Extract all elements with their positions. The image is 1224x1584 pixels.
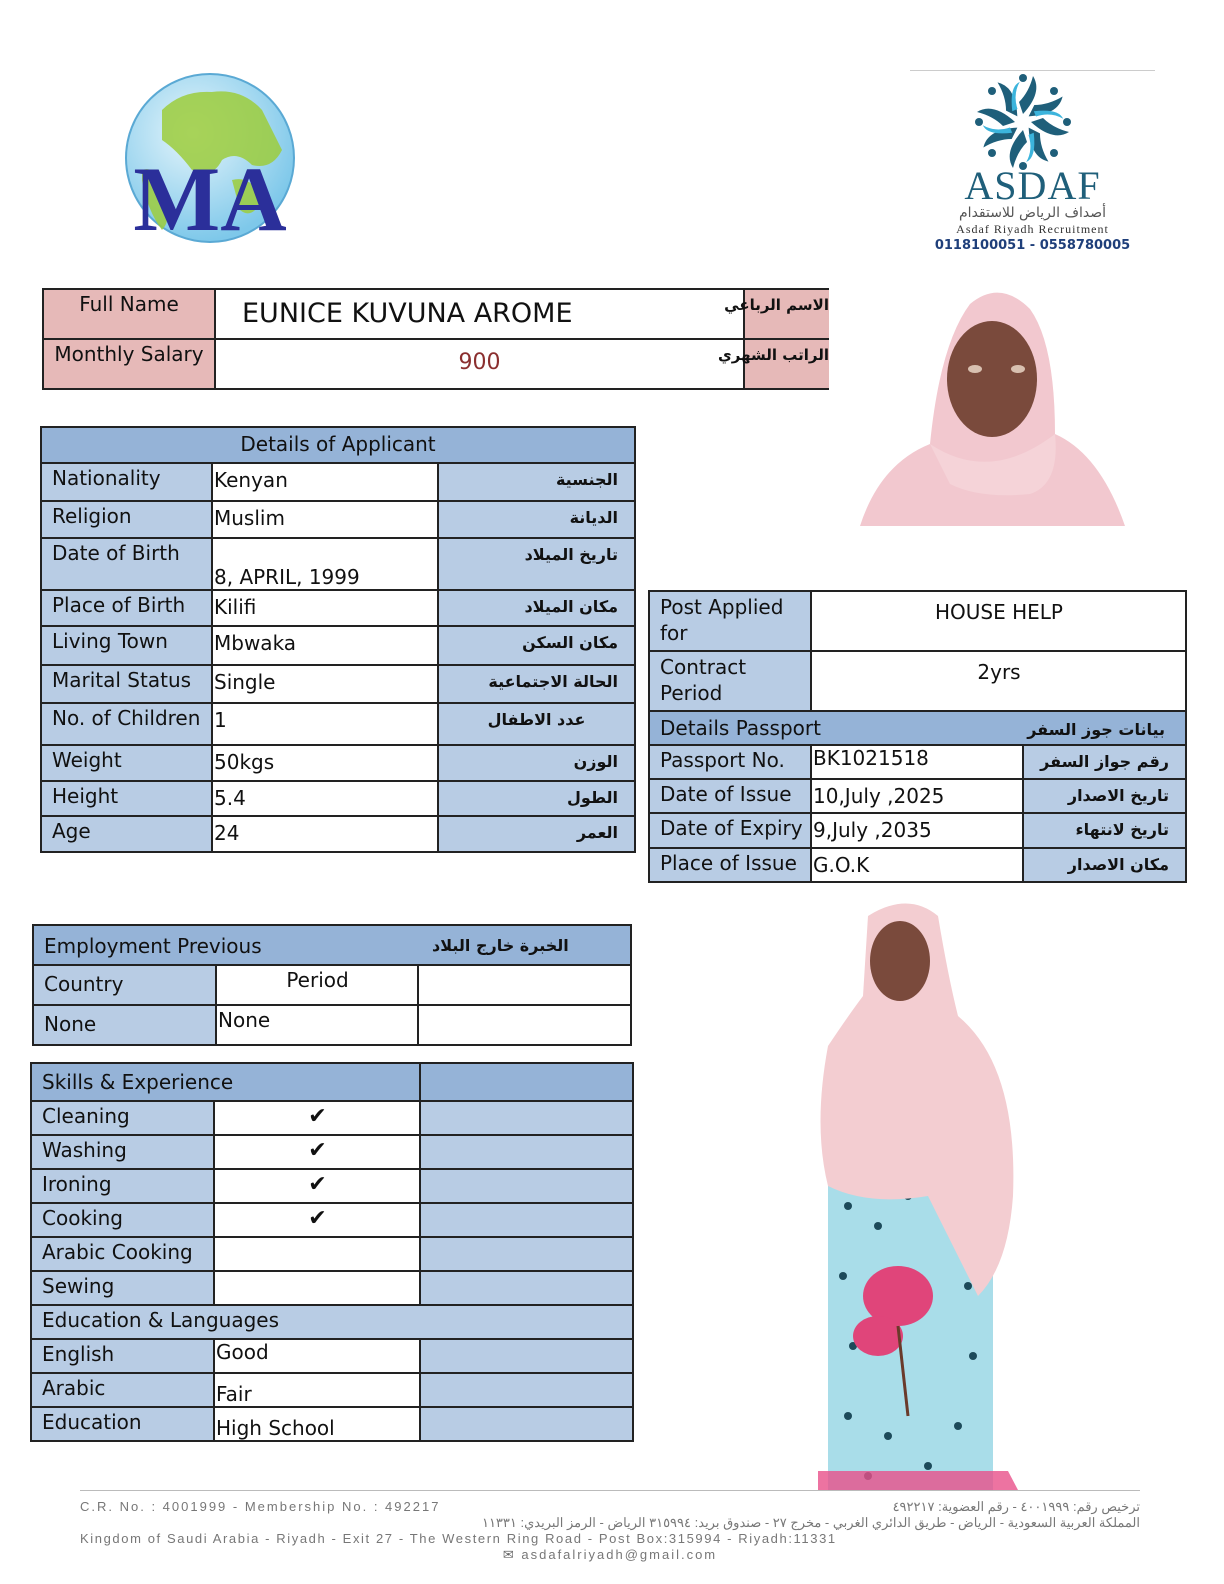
- religion-label: Religion: [41, 501, 212, 538]
- issue-date-arabic: تاريخ الاصدار: [1023, 779, 1186, 813]
- table-row: [649, 813, 1186, 848]
- skill-row: [31, 1169, 633, 1203]
- skill-blank-cell: [420, 1237, 633, 1271]
- expiry-date-arabic: تاريخ لانتهاء: [1023, 813, 1186, 848]
- religion-value: Muslim: [212, 501, 438, 538]
- salary-value: 900: [215, 339, 744, 389]
- employment-title: Employment Previous: [44, 934, 262, 958]
- employment-period: None: [216, 1005, 418, 1045]
- skill-check-icon: [214, 1237, 420, 1271]
- table-row: [41, 626, 635, 665]
- full-name-value: EUNICE KUVUNA AROME: [215, 289, 744, 339]
- table-row: [649, 779, 1186, 813]
- education-value: Fair: [214, 1373, 420, 1407]
- marital-status-label: Marital Status: [41, 665, 212, 703]
- age-label: Age: [41, 816, 212, 852]
- post-value: HOUSE HELP: [811, 591, 1186, 651]
- employment-blank-cell: [418, 1005, 631, 1045]
- table-row: [41, 816, 635, 852]
- issue-date-label: Date of Issue: [649, 779, 811, 813]
- marital-status-arabic: الحالة الاجتماعية: [438, 665, 635, 703]
- table-row: [41, 538, 635, 590]
- living-town-arabic: مكان السكن: [438, 626, 635, 665]
- employment-blank-cell: [418, 965, 631, 1005]
- asdaf-logo: [910, 70, 1155, 260]
- passport-header-row: [649, 711, 1186, 745]
- living-town-label: Living Town: [41, 626, 212, 665]
- applicant-details-title: Details of Applicant: [41, 427, 635, 463]
- table-row: [41, 665, 635, 703]
- skill-blank-cell: [420, 1101, 633, 1135]
- skill-check-icon: ✔: [214, 1203, 420, 1237]
- table-row: [41, 463, 635, 501]
- skill-check-icon: [214, 1271, 420, 1305]
- table-row: [33, 1005, 631, 1045]
- asdaf-swirl-icon: [960, 72, 1086, 172]
- education-blank-cell: [420, 1339, 633, 1373]
- table-row: [649, 745, 1186, 779]
- education-row: [31, 1339, 633, 1373]
- age-arabic: العمر: [438, 816, 635, 852]
- place-of-birth-arabic: مكان الميلاد: [438, 590, 635, 626]
- portrait-image: [860, 284, 1125, 526]
- logo-letters: MA: [133, 148, 287, 250]
- agency-logo-left: [122, 70, 298, 262]
- skill-label: Cooking: [31, 1203, 214, 1237]
- salary-row: [43, 339, 829, 389]
- full-name-arabic: الاسم الرباعي: [744, 289, 829, 339]
- footer-email-row: [80, 1547, 1140, 1563]
- full-name-label: Full Name: [43, 289, 215, 339]
- employment-header-row: [33, 925, 631, 965]
- skills-header-blank: [420, 1063, 633, 1101]
- employment-header: [33, 925, 631, 965]
- height-label: Height: [41, 781, 212, 816]
- expiry-date-value: 9,July ,2035: [811, 813, 1023, 848]
- dob-value: 8, APRIL, 1999: [212, 538, 438, 590]
- skills-table: [30, 1062, 634, 1442]
- skill-row: [31, 1101, 633, 1135]
- skill-row: [31, 1271, 633, 1305]
- passport-header: [649, 711, 1186, 745]
- height-value: 5.4: [212, 781, 438, 816]
- education-blank-cell: [420, 1407, 633, 1441]
- table-row: [41, 703, 635, 745]
- footer-cr-number-arabic: ترخيص رقم: ٤٠٠١٩٩٩ - رقم العضوية: ٤٩٢٢١٧: [892, 1499, 1140, 1514]
- table-row: [649, 848, 1186, 882]
- logo-rule: [910, 70, 1155, 71]
- employment-columns-row: [33, 965, 631, 1005]
- contract-value: 2yrs: [811, 651, 1186, 711]
- weight-value: 50kgs: [212, 745, 438, 781]
- nationality-value: Kenyan: [212, 463, 438, 501]
- table-row: [41, 745, 635, 781]
- contract-row: [649, 651, 1186, 711]
- footer-cr-number: C.R. No. : 4001999 - Membership No. : 492217: [80, 1499, 441, 1514]
- salary-arabic: الراتب الشهري: [744, 339, 829, 389]
- employment-country: None: [33, 1005, 216, 1045]
- skill-row: [31, 1203, 633, 1237]
- asdaf-phones: 0118100051 - 0558780005: [934, 238, 1131, 253]
- post-label: Post Applied for: [649, 591, 811, 651]
- nationality-label: Nationality: [41, 463, 212, 501]
- table-row: [41, 590, 635, 626]
- table-row: [41, 501, 635, 538]
- applicant-full-photo: [808, 896, 1028, 1490]
- asdaf-english-name: Asdaf Riyadh Recruitment: [956, 222, 1109, 236]
- education-label: Education: [31, 1407, 214, 1441]
- children-label: No. of Children: [41, 703, 212, 745]
- passport-title-arabic: بيانات جوز السفر: [1027, 720, 1165, 739]
- salary-label: Monthly Salary: [43, 339, 215, 389]
- skills-title: Skills & Experience: [31, 1063, 420, 1101]
- weight-label: Weight: [41, 745, 212, 781]
- footer-rule: [80, 1490, 1140, 1491]
- dob-arabic: تاريخ الميلاد: [438, 538, 635, 590]
- asdaf-brand: ASDAF: [964, 163, 1101, 208]
- living-town-value: Mbwaka: [212, 626, 438, 665]
- place-of-issue-label: Place of Issue: [649, 848, 811, 882]
- education-title: Education & Languages: [31, 1305, 633, 1339]
- marital-status-value: Single: [212, 665, 438, 703]
- post-passport-table: [648, 590, 1187, 883]
- full-body-image: [808, 896, 1028, 1490]
- place-of-birth-value: Kilifi: [212, 590, 438, 626]
- place-of-birth-label: Place of Birth: [41, 590, 212, 626]
- place-of-issue-arabic: مكان الاصدار: [1023, 848, 1186, 882]
- skill-blank-cell: [420, 1169, 633, 1203]
- asdaf-arabic-name: أصداف الرياض للاستقدام: [959, 205, 1106, 221]
- children-arabic: عدد الاطفال: [438, 703, 635, 745]
- skill-label: Ironing: [31, 1169, 214, 1203]
- summary-table: [42, 288, 829, 390]
- passport-no-arabic: رقم جواز السفر: [1023, 745, 1186, 779]
- education-header-row: [31, 1305, 633, 1339]
- applicant-portrait-photo: [860, 284, 1125, 526]
- education-row: [31, 1373, 633, 1407]
- passport-no-label: Passport No.: [649, 745, 811, 779]
- table-row: [41, 781, 635, 816]
- applicant-details-table: [40, 426, 636, 853]
- full-name-row: [43, 289, 829, 339]
- dob-label: Date of Birth: [41, 538, 212, 590]
- skill-row: [31, 1237, 633, 1271]
- skill-blank-cell: [420, 1271, 633, 1305]
- passport-title: Details Passport: [660, 716, 821, 740]
- globe-icon: [122, 70, 298, 262]
- footer: [80, 1490, 1140, 1563]
- period-column-header: Period: [216, 965, 418, 1005]
- skill-label: Arabic Cooking: [31, 1237, 214, 1271]
- issue-date-value: 10,July ,2025: [811, 779, 1023, 813]
- education-blank-cell: [420, 1373, 633, 1407]
- skill-row: [31, 1135, 633, 1169]
- skill-label: Cleaning: [31, 1101, 214, 1135]
- skills-header-row: [31, 1063, 633, 1101]
- education-label: Arabic: [31, 1373, 214, 1407]
- weight-arabic: الوزن: [438, 745, 635, 781]
- education-label: English: [31, 1339, 214, 1373]
- envelope-icon: ✉: [502, 1547, 516, 1562]
- skill-label: Sewing: [31, 1271, 214, 1305]
- contract-label: Contract Period: [649, 651, 811, 711]
- skill-blank-cell: [420, 1135, 633, 1169]
- education-value: Good: [214, 1339, 420, 1373]
- skill-check-icon: ✔: [214, 1169, 420, 1203]
- skill-label: Washing: [31, 1135, 214, 1169]
- height-arabic: الطول: [438, 781, 635, 816]
- children-value: 1: [212, 703, 438, 745]
- expiry-date-label: Date of Expiry: [649, 813, 811, 848]
- religion-arabic: الديانة: [438, 501, 635, 538]
- country-column-header: Country: [33, 965, 216, 1005]
- footer-address-english: Kingdom of Saudi Arabia - Riyadh - Exit 27 - The Western Ring Road - Post Box:315994 - Riyadh:11331: [80, 1531, 837, 1546]
- place-of-issue-value: G.O.K: [811, 848, 1023, 882]
- footer-address-arabic: المملكة العربية السعودية - الرياض - طريق الدائري الغربي - مخرج ٢٧ - صندوق بريد: ٣١٥٩٩٤ الرياض - الرمز البريدي: ١١٣٣١: [481, 1515, 1140, 1530]
- footer-email[interactable]: asdafalriyadh@gmail.com: [521, 1547, 718, 1562]
- skill-check-icon: ✔: [214, 1101, 420, 1135]
- education-value: High School: [214, 1407, 420, 1441]
- passport-no-value: BK1021518: [811, 745, 1023, 779]
- education-row: [31, 1407, 633, 1441]
- skill-check-icon: ✔: [214, 1135, 420, 1169]
- age-value: 24: [212, 816, 438, 852]
- employment-title-arabic: الخبرة خارج البلاد: [432, 936, 569, 955]
- nationality-arabic: الجنسية: [438, 463, 635, 501]
- post-row: [649, 591, 1186, 651]
- employment-table: [32, 924, 632, 1046]
- skill-blank-cell: [420, 1203, 633, 1237]
